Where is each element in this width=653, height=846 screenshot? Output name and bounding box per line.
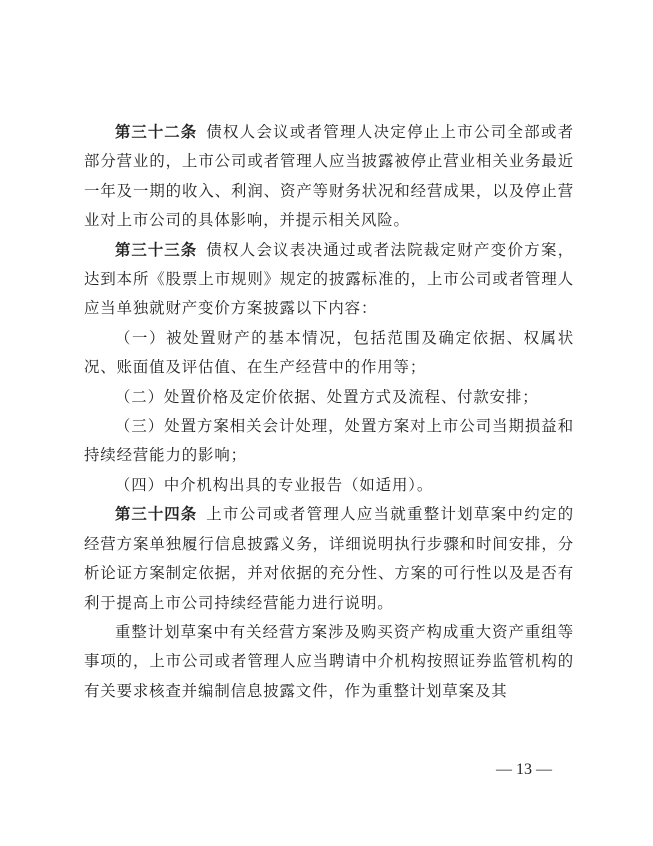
article-text: 债权人会议或者管理人决定停止上市公司全部或者部分营业的，上市公司或者管理人应当披露被停止营业相关业务最近一年及一期的收入、利润、资产等财务状况和经营成果，以及停止营业对上市公司的具体影响，并提示相关风险。 xyxy=(84,123,574,230)
list-item-text: （一）被处置财产的基本情况，包括范围及确定依据、权属状况、账面值及评估值、在生产经营中的作用等； xyxy=(84,328,574,377)
list-item-3 xyxy=(84,412,574,471)
list-item-2 xyxy=(84,383,574,412)
paragraph-text: 重整计划草案中有关经营方案涉及购买资产构成重大资产重组等事项的，上市公司或者管理人应当聘请中介机构按照证券监管机构的有关要求核查并编制信息披露文件，作为重整计划草案及其 xyxy=(84,622,574,700)
article-33-paragraph xyxy=(84,236,574,324)
article-34-paragraph xyxy=(84,500,574,618)
article-text: 上市公司或者管理人应当就重整计划草案中约定的经营方案单独履行信息披露义务，详细说明执行步骤和时间安排，分析论证方案制定依据，并对依据的充分性、方案的可行性以及是否有利于提高上市公司持续经营能力进行说明。 xyxy=(84,505,574,612)
article-text: 债权人会议表决通过或者法院裁定财产变价方案，达到本所《股票上市规则》规定的披露标准的，上市公司或者管理人应当单独就财产变价方案披露以下内容： xyxy=(84,240,574,318)
article-heading: 第三十三条 xyxy=(115,240,198,259)
article-32-paragraph xyxy=(84,118,574,236)
page-number: — 13 — xyxy=(496,761,552,778)
article-heading: 第三十二条 xyxy=(115,123,198,141)
list-item-text: （三）处置方案相关会计处理，处置方案对上市公司当期损益和持续经营能力的影响； xyxy=(84,417,574,465)
article-heading: 第三十四条 xyxy=(115,505,198,524)
document-body xyxy=(84,118,574,706)
continuation-paragraph xyxy=(84,618,574,706)
list-item-text: （四）中介机构出具的专业报告（如适用）。 xyxy=(115,475,434,494)
list-item-text: （二）处置价格及定价依据、处置方式及流程、付款安排； xyxy=(115,387,539,406)
list-item-1 xyxy=(84,324,574,383)
list-item-4 xyxy=(84,471,574,500)
